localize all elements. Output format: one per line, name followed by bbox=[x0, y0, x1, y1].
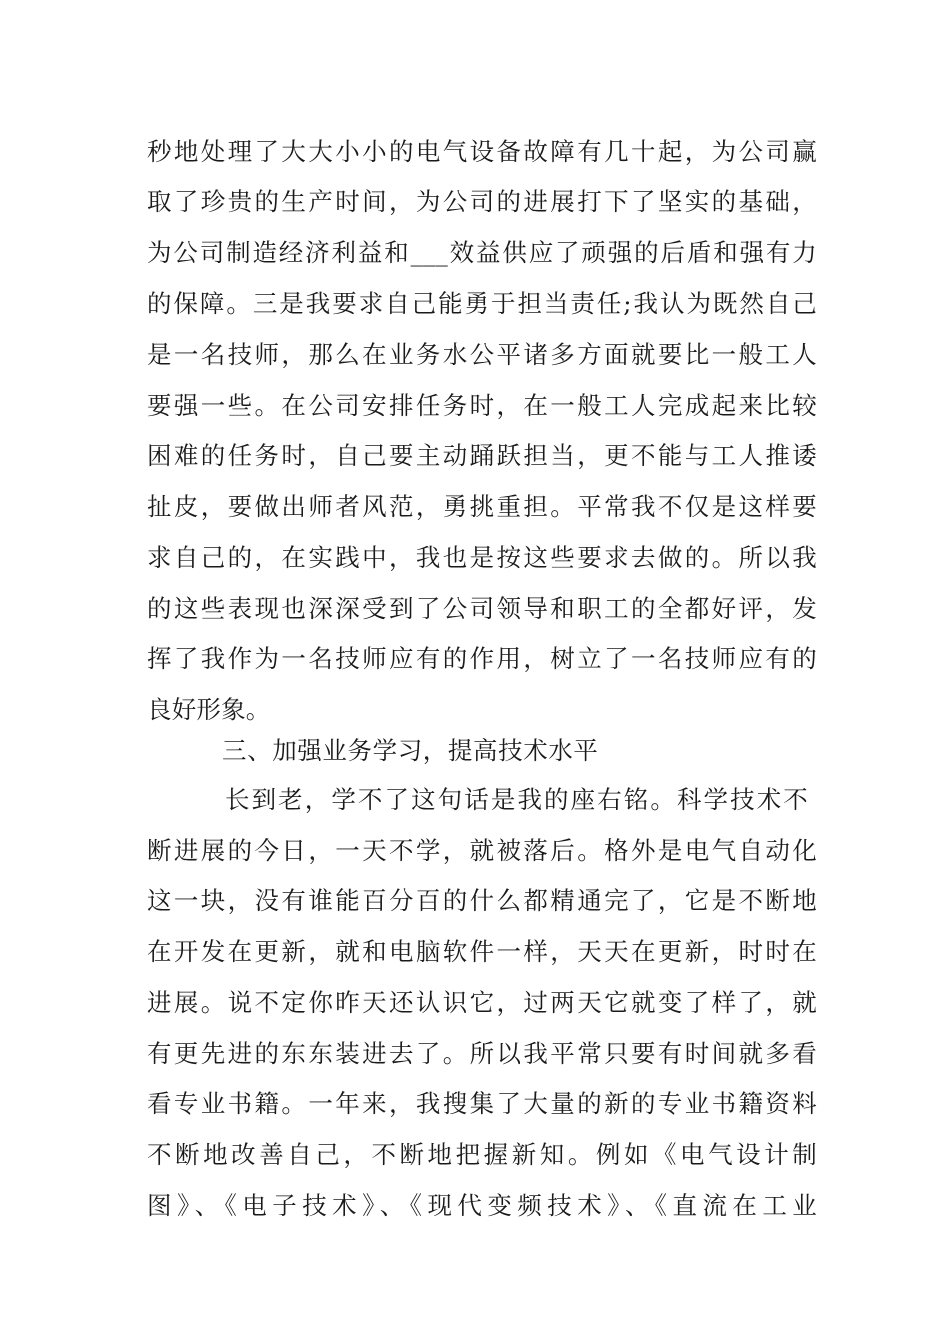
paragraph-line: 有更先进的东东装进去了。所以我平常只要有时间就多看 bbox=[147, 1039, 817, 1068]
section-heading: 三、加强业务学习，提高技术水平 bbox=[222, 736, 599, 765]
paragraph-line: 取了珍贵的生产时间，为公司的进展打下了坚实的基础， bbox=[147, 187, 817, 216]
paragraph-line: 看专业书籍。一年来，我搜集了大量的新的专业书籍资料 bbox=[147, 1089, 817, 1118]
paragraph-line: 是一名技师，那么在业务水公平诸多方面就要比一般工人 bbox=[147, 340, 817, 369]
paragraph-line: 为公司制造经济利益和___效益供应了顽强的后盾和强有力 bbox=[147, 238, 817, 267]
paragraph-line: 在开发在更新，就和电脑软件一样，天天在更新，时时在 bbox=[147, 937, 817, 966]
paragraph-line: 的保障。三是我要求自己能勇于担当责任;我认为既然自己 bbox=[147, 289, 817, 318]
paragraph-line: 图》、《电子技术》、《现代变频技术》、《直流在工业 bbox=[147, 1191, 817, 1220]
paragraph-line: 要强一些。在公司安排任务时，在一般工人完成起来比较 bbox=[147, 391, 817, 420]
paragraph-line: 良好形象。 bbox=[147, 695, 271, 724]
paragraph-line: 这一块，没有谁能百分百的什么都精通完了，它是不断地 bbox=[147, 886, 817, 915]
paragraph-line: 求自己的，在实践中，我也是按这些要求去做的。所以我 bbox=[147, 543, 817, 572]
paragraph-line: 挥了我作为一名技师应有的作用，树立了一名技师应有的 bbox=[147, 644, 817, 673]
paragraph-line: 不断地改善自己，不断地把握新知。例如《电气设计制 bbox=[147, 1140, 817, 1169]
paragraph-line: 进展。说不定你昨天还认识它，过两天它就变了样了，就 bbox=[147, 988, 817, 1017]
paragraph-line: 断进展的今日，一天不学，就被落后。格外是电气自动化 bbox=[147, 836, 817, 865]
paragraph-line: 的这些表现也深深受到了公司领导和职工的全都好评，发 bbox=[147, 594, 817, 623]
paragraph-line: 困难的任务时，自己要主动踊跃担当，更不能与工人推诿 bbox=[147, 441, 817, 470]
paragraph-line: 扯皮，要做出师者风范，勇挑重担。平常我不仅是这样要 bbox=[147, 492, 817, 521]
paragraph-line: 秒地处理了大大小小的电气设备故障有几十起，为公司赢 bbox=[147, 137, 817, 166]
paragraph-line: 长到老，学不了这句话是我的座右铭。科学技术不 bbox=[225, 785, 808, 814]
